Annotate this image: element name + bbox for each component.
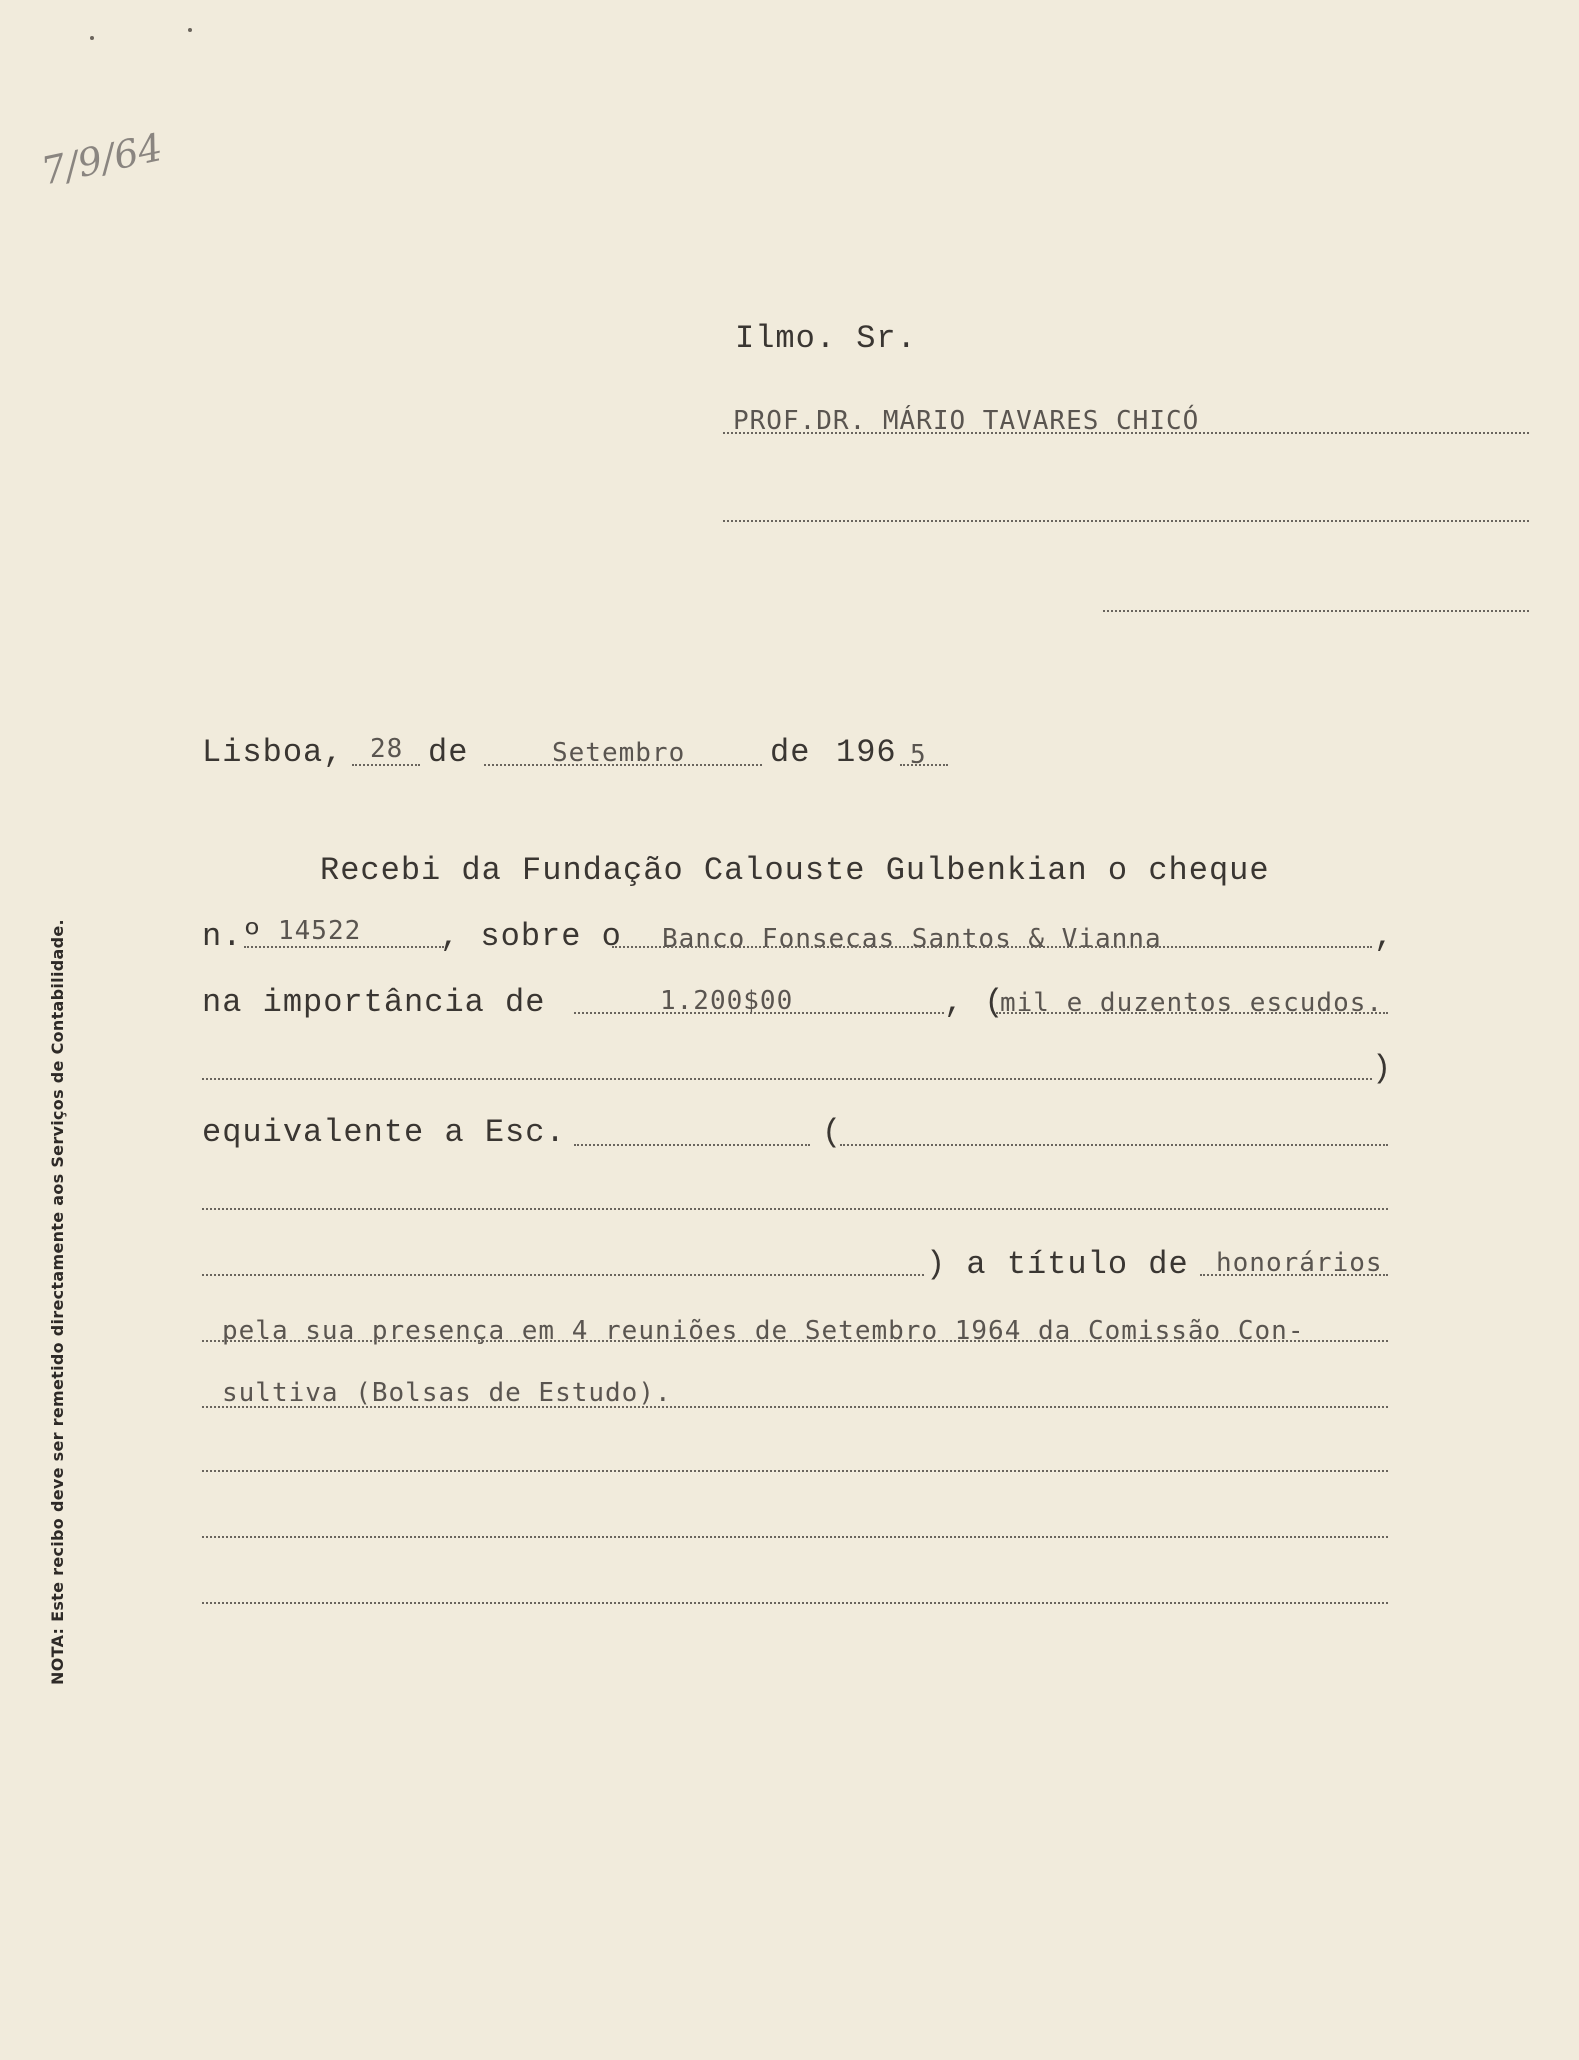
recipient-line-1: [723, 432, 1529, 434]
bank-name: Banco Fonsecas Santos & Vianna: [662, 924, 1162, 954]
recipient-line-3: [1103, 610, 1529, 612]
equivalent-line: [574, 1144, 810, 1146]
title-line: [1200, 1274, 1388, 1276]
accounting-note: NOTA: Este recibo deve ser remetido directamente aos Serviços de Contabilidade.: [48, 919, 67, 1685]
equivalent-words-line-2: [202, 1208, 1388, 1210]
date-month: Setembro: [552, 738, 686, 768]
date-year-line: [900, 764, 948, 766]
handwritten-date: 7/9/64: [37, 125, 167, 194]
salutation: Ilmo. Sr.: [735, 320, 917, 357]
recipient-line-2: [723, 520, 1529, 522]
amount-words-open: , (: [944, 984, 1005, 1021]
date-prefix: Lisboa,: [202, 734, 344, 771]
purpose-line-1: pela sua presença em 4 reuniões de Setembro 1964 da Comissão Con-: [222, 1316, 1305, 1346]
bank-comma: ,: [1374, 918, 1395, 955]
amount-label: na importância de: [202, 984, 546, 1021]
date-year-digit: 5: [910, 740, 927, 770]
date-de-1: de: [428, 734, 469, 771]
title-value: honorários: [1216, 1248, 1383, 1278]
purpose-line-1-dots: [202, 1340, 1388, 1342]
date-day: 28: [370, 734, 404, 764]
blank-line-3: [202, 1602, 1388, 1604]
recipient-name: PROF.DR. MÁRIO TAVARES CHICÓ: [733, 406, 1200, 436]
paper-speck: [90, 36, 94, 40]
date-de-2: de: [770, 734, 811, 771]
equivalent-label: equivalente a Esc.: [202, 1114, 566, 1151]
equivalent-words-line-3: [202, 1274, 924, 1276]
blank-line-1: [202, 1470, 1388, 1472]
amount-line: [574, 1012, 944, 1014]
received-text: Recebi da Fundação Calouste Gulbenkian o cheque: [320, 852, 1270, 889]
amount-words-close: ): [1372, 1050, 1393, 1087]
date-day-line: [352, 764, 420, 766]
amount-words-line-2: [202, 1078, 1372, 1080]
date-month-line: [484, 764, 762, 766]
blank-line-2: [202, 1536, 1388, 1538]
date-year-prefix: 196: [836, 734, 897, 771]
bank-line: [612, 946, 1372, 948]
paper-speck: [188, 28, 192, 32]
purpose-line-2: sultiva (Bolsas de Estudo).: [222, 1378, 672, 1408]
title-label: ) a título de: [926, 1246, 1189, 1283]
amount-value: 1.200$00: [660, 986, 794, 1016]
amount-words: mil e duzentos escudos.: [1000, 988, 1384, 1018]
equivalent-open: (: [822, 1114, 843, 1151]
cheque-number-label: n.º: [202, 918, 263, 955]
cheque-number-line: [244, 946, 444, 948]
equivalent-words-line: [840, 1144, 1388, 1146]
amount-words-line: [996, 1012, 1388, 1014]
purpose-line-2-dots: [202, 1406, 1388, 1408]
bank-label: , sobre o: [440, 918, 622, 955]
cheque-number: 14522: [278, 916, 362, 946]
